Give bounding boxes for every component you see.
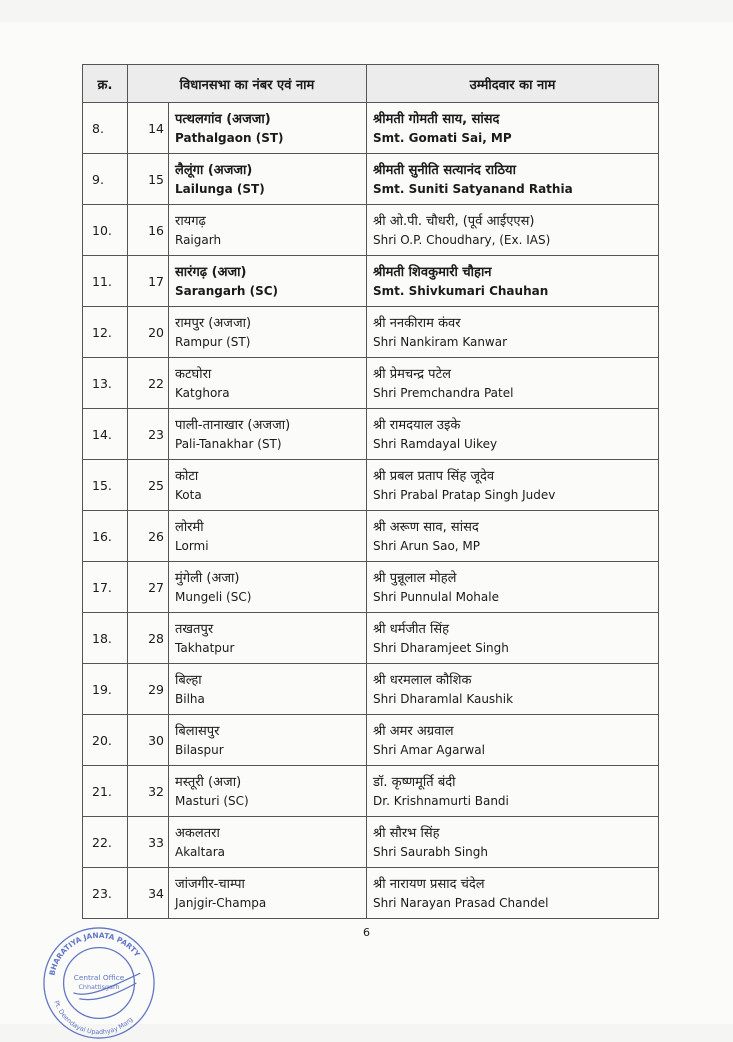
row-serial: 8. (83, 103, 128, 154)
row-constituency-number: 27 (128, 562, 169, 613)
constituency-name-hindi: बिल्हा (175, 672, 202, 688)
constituency-name-english: Mungeli (SC) (175, 589, 252, 604)
candidate-name-english: Smt. Suniti Satyanand Rathia (373, 181, 573, 196)
row-candidate (367, 460, 659, 511)
table-row (83, 715, 659, 766)
constituency-name-english: Akaltara (175, 844, 225, 859)
page-number: 6 (363, 926, 370, 939)
constituency-name-hindi: बिलासपुर (175, 723, 220, 739)
row-constituency (169, 511, 367, 562)
candidate-name-english: Shri Narayan Prasad Chandel (373, 895, 549, 910)
row-constituency-number: 29 (128, 664, 169, 715)
row-constituency (169, 409, 367, 460)
candidate-name-hindi: श्री अमर अग्रवाल (373, 723, 454, 739)
table-row (83, 256, 659, 307)
candidate-name-english: Shri Amar Agarwal (373, 742, 485, 757)
row-constituency (169, 766, 367, 817)
stamp-text-center-1: Central Office (73, 973, 125, 983)
row-constituency (169, 307, 367, 358)
row-constituency (169, 103, 367, 154)
row-serial: 15. (83, 460, 128, 511)
table-row (83, 205, 659, 256)
constituency-name-english: Bilha (175, 691, 205, 706)
row-serial: 21. (83, 766, 128, 817)
table-row (83, 664, 659, 715)
row-constituency-number: 17 (128, 256, 169, 307)
constituency-name-english: Pali-Tanakhar (ST) (175, 436, 282, 451)
stamp-text-bottom: Pt. Deendayal Upadhyay Marg (52, 999, 135, 1037)
constituency-name-english: Lailunga (ST) (175, 181, 265, 196)
constituency-name-english: Takhatpur (175, 640, 235, 655)
candidate-name-hindi: श्री ओ.पी. चौधरी, (पूर्व आईएएस) (373, 213, 535, 229)
constituency-name-hindi: पाली-तानाखार (अजजा) (175, 417, 291, 433)
constituency-name-hindi: लैलूंगा (अजजा) (175, 162, 253, 178)
document-page (0, 22, 733, 1037)
constituency-name-english: Pathalgaon (ST) (175, 130, 284, 145)
candidate-name-english: Shri Nankiram Kanwar (373, 334, 508, 349)
header-candidate: उम्मीदवार का नाम (367, 65, 659, 103)
candidate-name-english: Shri Ramdayal Uikey (373, 436, 498, 451)
row-constituency-number: 23 (128, 409, 169, 460)
constituency-name-hindi: रामपुर (अजजा) (175, 315, 252, 331)
candidate-name-english: Shri O.P. Choudhary, (Ex. IAS) (373, 232, 551, 247)
row-constituency (169, 460, 367, 511)
table-row (83, 103, 659, 154)
row-constituency-number: 15 (128, 154, 169, 205)
table-row (83, 409, 659, 460)
table-row (83, 562, 659, 613)
row-candidate (367, 613, 659, 664)
row-constituency-number: 26 (128, 511, 169, 562)
row-constituency (169, 256, 367, 307)
constituency-name-hindi: कोटा (175, 468, 199, 484)
row-candidate (367, 715, 659, 766)
table-row (83, 307, 659, 358)
table-row (83, 613, 659, 664)
row-serial: 23. (83, 868, 128, 919)
row-serial: 18. (83, 613, 128, 664)
constituency-name-hindi: मुंगेली (अजा) (175, 570, 240, 586)
row-constituency-number: 28 (128, 613, 169, 664)
candidate-name-english: Shri Prabal Pratap Singh Judev (373, 487, 556, 502)
candidate-name-hindi: श्रीमती सुनीति सत्यानंद राठिया (373, 162, 516, 178)
candidate-name-english: Shri Dharamlal Kaushik (373, 691, 514, 706)
row-constituency-number: 14 (128, 103, 169, 154)
candidate-name-hindi: श्रीमती शिवकुमारी चौहान (373, 264, 492, 280)
table-row (83, 511, 659, 562)
row-serial: 13. (83, 358, 128, 409)
row-serial: 20. (83, 715, 128, 766)
candidate-name-english: Shri Premchandra Patel (373, 385, 514, 400)
constituency-name-hindi: मस्तूरी (अजा) (175, 774, 242, 790)
header-serial: क्र. (83, 65, 128, 103)
row-candidate (367, 409, 659, 460)
row-candidate (367, 103, 659, 154)
row-constituency-number: 30 (128, 715, 169, 766)
constituency-name-english: Kota (175, 487, 202, 502)
table-row (83, 358, 659, 409)
header-constituency: विधानसभा का नंबर एवं नाम (128, 65, 367, 103)
constituency-name-hindi: तखतपुर (175, 621, 214, 637)
candidate-name-english: Shri Saurabh Singh (373, 844, 488, 859)
row-candidate (367, 868, 659, 919)
candidate-name-english: Smt. Shivkumari Chauhan (373, 283, 549, 298)
constituency-name-english: Katghora (175, 385, 230, 400)
candidate-name-hindi: डॉ. कृष्णमूर्ति बंदी (373, 774, 456, 790)
row-serial: 22. (83, 817, 128, 868)
row-constituency (169, 817, 367, 868)
row-serial: 11. (83, 256, 128, 307)
candidate-name-hindi: श्री पुन्नूलाल मोहले (373, 570, 457, 586)
candidate-name-hindi: श्री धर्मजीत सिंह (373, 621, 450, 637)
row-constituency (169, 358, 367, 409)
candidate-name-hindi: श्री प्रबल प्रताप सिंह जूदेव (373, 468, 495, 484)
candidate-name-hindi: श्री प्रेमचन्द्र पटेल (373, 366, 451, 382)
row-constituency (169, 613, 367, 664)
stamp-text-center-2: Chhattisgarh (78, 982, 120, 991)
constituency-name-hindi: रायगढ़ (175, 213, 206, 229)
constituency-name-hindi: लोरमी (175, 519, 204, 535)
candidate-name-hindi: श्री सौरभ सिंह (373, 825, 440, 841)
constituency-name-hindi: पत्थलगांव (अजजा) (175, 111, 271, 127)
row-candidate (367, 307, 659, 358)
row-candidate (367, 511, 659, 562)
row-constituency (169, 205, 367, 256)
party-office-stamp (40, 924, 158, 1042)
constituency-name-hindi: सारंगढ़ (अजा) (175, 264, 247, 280)
row-serial: 9. (83, 154, 128, 205)
row-constituency (169, 715, 367, 766)
row-candidate (367, 817, 659, 868)
constituency-name-english: Bilaspur (175, 742, 224, 757)
candidate-name-english: Shri Dharamjeet Singh (373, 640, 509, 655)
constituency-name-hindi: अकलतरा (175, 825, 220, 841)
candidate-name-hindi: श्री नारायण प्रसाद चंदेल (373, 876, 485, 892)
candidate-name-english: Shri Punnulal Mohale (373, 589, 499, 604)
row-candidate (367, 256, 659, 307)
candidate-name-hindi: श्री ननकीराम कंवर (373, 315, 461, 331)
row-candidate (367, 766, 659, 817)
table-row (83, 817, 659, 868)
table-row (83, 868, 659, 919)
row-candidate (367, 154, 659, 205)
constituency-name-english: Sarangarh (SC) (175, 283, 279, 298)
row-constituency-number: 33 (128, 817, 169, 868)
table-row (83, 460, 659, 511)
constituency-name-hindi: जांजगीर-चाम्पा (175, 876, 245, 892)
row-candidate (367, 358, 659, 409)
row-constituency (169, 868, 367, 919)
row-candidate (367, 205, 659, 256)
row-candidate (367, 562, 659, 613)
candidate-name-hindi: श्री धरमलाल कौशिक (373, 672, 472, 688)
row-constituency-number: 25 (128, 460, 169, 511)
candidate-name-hindi: श्री रामदयाल उइके (373, 417, 461, 433)
row-constituency-number: 32 (128, 766, 169, 817)
candidate-name-hindi: श्री अरूण साव, सांसद (373, 519, 479, 535)
row-constituency-number: 34 (128, 868, 169, 919)
candidate-name-hindi: श्रीमती गोमती साय, सांसद (373, 111, 500, 127)
constituency-name-english: Lormi (175, 538, 209, 553)
candidate-name-english: Dr. Krishnamurti Bandi (373, 793, 509, 808)
row-serial: 10. (83, 205, 128, 256)
stamp-text-top: BHARATIYA JANATA PARTY (47, 930, 142, 977)
row-serial: 17. (83, 562, 128, 613)
candidate-name-english: Shri Arun Sao, MP (373, 538, 481, 553)
row-constituency-number: 20 (128, 307, 169, 358)
constituency-name-english: Masturi (SC) (175, 793, 249, 808)
table-header-row (83, 65, 659, 103)
candidate-name-english: Smt. Gomati Sai, MP (373, 130, 512, 145)
row-serial: 16. (83, 511, 128, 562)
row-serial: 12. (83, 307, 128, 358)
row-serial: 19. (83, 664, 128, 715)
row-constituency-number: 22 (128, 358, 169, 409)
row-constituency (169, 562, 367, 613)
constituency-name-english: Rampur (ST) (175, 334, 251, 349)
constituency-name-hindi: कटघोरा (175, 366, 212, 382)
constituency-name-english: Raigarh (175, 232, 222, 247)
constituency-name-english: Janjgir-Champa (175, 895, 267, 910)
row-constituency-number: 16 (128, 205, 169, 256)
table-row (83, 154, 659, 205)
row-constituency (169, 664, 367, 715)
row-constituency (169, 154, 367, 205)
row-candidate (367, 664, 659, 715)
table-row (83, 766, 659, 817)
candidate-table (82, 64, 659, 919)
row-serial: 14. (83, 409, 128, 460)
